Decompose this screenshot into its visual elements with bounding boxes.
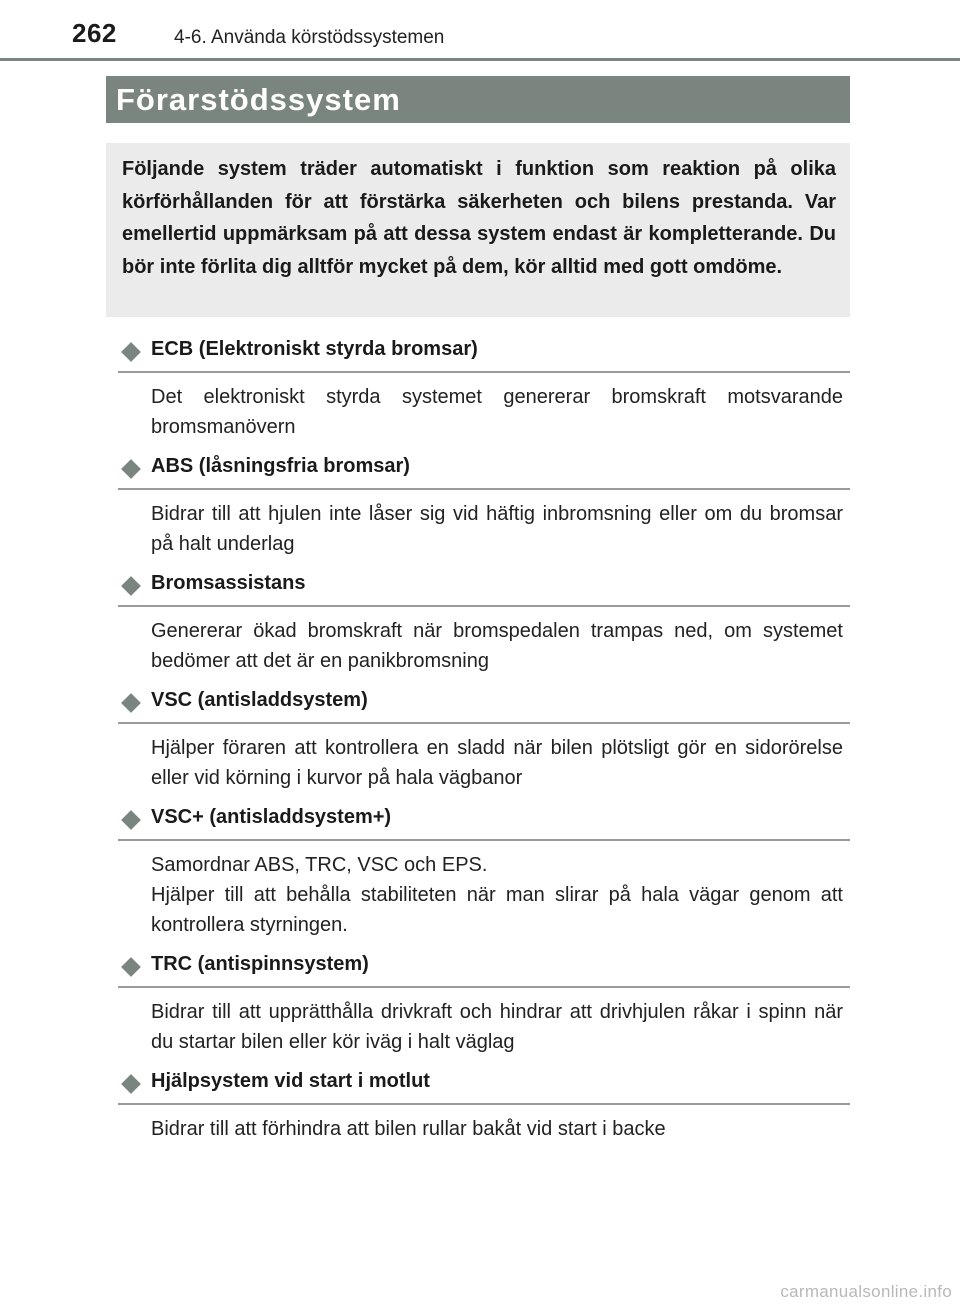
page-number: 262	[72, 18, 117, 48]
section-heading	[118, 689, 850, 719]
section-bromsassistans	[118, 572, 850, 672]
intro-text: Följande system träder automatiskt i funktion som reaktion på olika körförhållanden för att förstärka säkerheten och bilens prestanda. Var emellertid uppmärksam på att dessa system endast är kompletterande. Du bör inte förlita dig alltför mycket på dem, kör alltid med gott omdöme.	[122, 158, 836, 278]
section-paragraph: Bidrar till att upprätthålla drivkraft och hindrar att drivhjulen råkar i spinn när du startar bilen eller kör iväg i halt väglag	[151, 1001, 843, 1053]
section-body	[151, 616, 843, 676]
section-body	[151, 499, 843, 559]
section-title: TRC (antispinnsystem)	[151, 953, 369, 975]
section-heading	[118, 455, 850, 485]
header-rule	[0, 58, 960, 61]
section-paragraph: Hjälper till att behålla stabiliteten när man slirar på hala vägar genom att kontrollera styrningen.	[151, 884, 843, 936]
diamond-bullet-icon	[121, 576, 141, 596]
section-abs	[118, 455, 850, 555]
watermark: carmanualsonline.info	[780, 1282, 952, 1301]
section-body	[151, 1114, 843, 1144]
section-title: VSC (antisladdsystem)	[151, 689, 368, 711]
section-rule	[118, 371, 850, 373]
section-title: ECB (Elektroniskt styrda bromsar)	[151, 338, 478, 360]
section-paragraph: Det elektroniskt styrda systemet genererar bromskraft motsvarande bromsmanövern	[151, 386, 843, 438]
section-heading	[118, 806, 850, 836]
diamond-bullet-icon	[121, 810, 141, 830]
section-paragraph: Genererar ökad bromskraft när bromspedalen trampas ned, om systemet bedömer att det är en panikbromsning	[151, 620, 843, 672]
section-paragraph: Samordnar ABS, TRC, VSC och EPS.	[151, 854, 488, 876]
section-title: Bromsassistans	[151, 572, 306, 594]
title-bar	[106, 76, 850, 123]
diamond-bullet-icon	[121, 957, 141, 977]
diamond-bullet-icon	[121, 693, 141, 713]
section-body	[151, 997, 843, 1057]
section-paragraph: Bidrar till att hjulen inte låser sig vid häftig inbromsning eller om du bromsar på halt underlag	[151, 503, 843, 555]
section-heading	[118, 338, 850, 368]
diamond-bullet-icon	[121, 342, 141, 362]
section-heading	[118, 572, 850, 602]
section-title: Hjälpsystem vid start i motlut	[151, 1070, 430, 1092]
section-rule	[118, 722, 850, 724]
section-ecb	[118, 338, 850, 438]
diamond-bullet-icon	[121, 1074, 141, 1094]
section-body	[151, 850, 843, 940]
section-vsc	[118, 689, 850, 789]
section-paragraph: Hjälper föraren att kontrollera en sladd när bilen plötsligt gör en sidorörelse eller vid körning i kurvor på hala vägbanor	[151, 737, 843, 789]
section-vsc-plus	[118, 806, 850, 936]
section-trc	[118, 953, 850, 1053]
section-rule	[118, 1103, 850, 1105]
section-rule	[118, 986, 850, 988]
page-title: Förarstödssystem	[116, 82, 401, 117]
diamond-bullet-icon	[121, 459, 141, 479]
section-paragraph: Bidrar till att förhindra att bilen rullar bakåt vid start i backe	[151, 1118, 666, 1140]
running-header: 4-6. Använda körstödssystemen	[174, 27, 445, 48]
intro-box	[106, 143, 850, 317]
section-body	[151, 733, 843, 793]
section-rule	[118, 839, 850, 841]
section-title: ABS (låsningsfria bromsar)	[151, 455, 410, 477]
section-rule	[118, 605, 850, 607]
section-body	[151, 382, 843, 442]
section-hill-start	[118, 1070, 850, 1140]
section-heading	[118, 953, 850, 983]
section-title: VSC+ (antisladdsystem+)	[151, 806, 392, 828]
section-rule	[118, 488, 850, 490]
section-heading	[118, 1070, 850, 1100]
